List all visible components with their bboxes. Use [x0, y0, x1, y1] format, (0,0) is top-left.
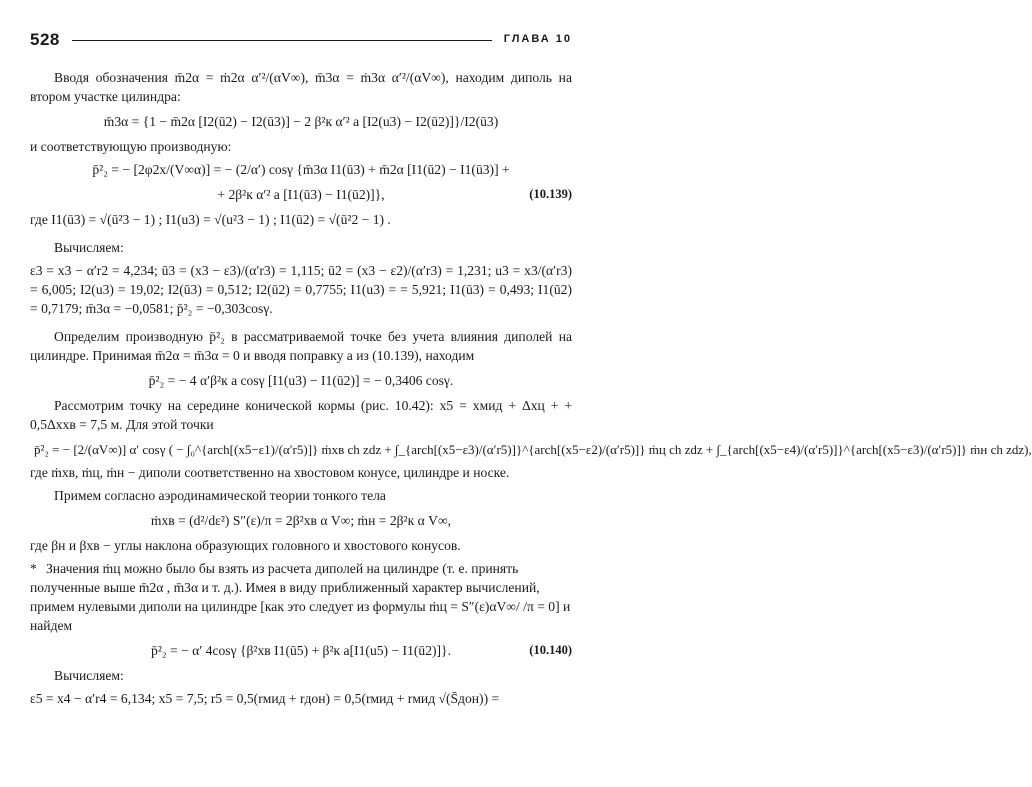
equation-text: ṁхв = (d²/dε²) S″(ε)/π = 2β²хв α V∞; ṁн = 2β²к α V∞, [150, 513, 452, 528]
header-rule [72, 40, 492, 41]
margin-mark: * [30, 561, 37, 576]
paragraph-computed-values-2: ε5 = x4 − α′r4 = 6,134; x5 = 7,5; r5 = 0,5(rмид + rдон) = 0,5(rмид + rмид √(S̄дон)) = [30, 691, 500, 706]
equation-text: p̄²₂ = − [2/(αV∞)] α′ cosγ ( − ∫₀^{arch[(x5−ε1)/(α′r5)]} ṁхв ch zdz + ∫_{arch[(x5−ε3)/(α′r5)]}^{arch[(x5−ε2)/(α′r5)]} ṁц ch zdz + ∫_{arch[(x5−ε4)/(α′r5)]}^{arch[(x5−ε3)/(α′r5)]} ṁн ch zdz), [34, 442, 1032, 457]
paragraph-cylinder-dipoles [30, 559, 572, 635]
page-number: 528 [30, 29, 60, 49]
equation-derivative-line1 [30, 160, 572, 179]
equation-text: p̄²₂ = − α′ 4cosγ {β²хв I1(ū5) + β²к a[I1(u5) − I1(ū2)]}. [151, 643, 451, 658]
equation-dipole-cones [30, 511, 572, 530]
equation-integral [34, 440, 1032, 459]
page-header [30, 26, 572, 52]
paragraph-notation: Вводя обозначения m̄2α = ṁ2α α′²/(αV∞), m̄3α = ṁ3α α′²/(αV∞), находим диполь на втором участке цилиндра: [30, 70, 572, 104]
equation-text: + 2β²к α′² a [I1(ū3) − I1(ū2)]}, [217, 187, 385, 202]
equation-number: (10.140) [529, 643, 572, 657]
equation-10-140 [30, 641, 572, 660]
equation-text: p̄²₂ = − 4 α′β²к a cosγ [I1(u3) − I1(ū2)] = − 0,3406 cosγ. [148, 373, 454, 388]
paragraph-thin-body-theory: Примем согласно аэродинамической теории тонкого тела [54, 488, 386, 503]
paragraph-derivative-without-dipoles: Определим производную p̄²₂ в рассматриваемой точке без учета влияния диполей на цилиндре. Принимая m̄2α = m̄3α = 0 и вводя поправку a из (10.139), находим [30, 329, 572, 363]
paragraph-where-functions: где I1(ū3) = √(ū²3 − 1) ; I1(u3) = √(u²3 − 1) ; I1(ū2) = √(ū²2 − 1) . [30, 212, 391, 227]
paragraph-compute-label: Вычисляем: [54, 240, 124, 255]
equation-text: p̄²₂ = − [2φ2x/(V∞α)] = − (2/α′) cosγ {m̄3α I1(ū3) + m̄2α [I1(ū2) − I1(ū3)] + [92, 162, 510, 177]
paragraph-stern-point: Рассмотрим точку на середине конической кормы (рис. 10.42): x5 = xмид + Δxц + + 0,5Δxхв = 7,5 м. Для этой точки [30, 398, 572, 432]
paragraph-cone-angles: где βн и βхв − углы наклона образующих головного и хвостового конусов. [30, 538, 461, 553]
equation-dipole-m3 [30, 112, 572, 131]
paragraph-computed-values: ε3 = x3 − α′r2 = 4,234; ū3 = (x3 − ε3)/(α′r3) = 1,115; ū2 = (x3 − ε2)/(α′r3) = 1,231; u3 = x3/(α′r3) = 6,005; I2(u3) = 19,02; I2(ū3) = 0,512; I2(ū2) = 0,7755; I1(u3) = = 5,921; I1(ū3) = 0,493; I1(ū2) = 0,7179; m̄3α = −0,0581; p̄²₂ = −0,303cosγ. [30, 263, 572, 316]
paragraph-dipoles-definition: где ṁхв, ṁц, ṁн − диполи соответственно на хвостовом конусе, цилиндре и носке. [30, 465, 510, 480]
paragraph-compute-label-2: Вычисляем: [54, 668, 124, 683]
chapter-title: ГЛАВА 10 [503, 32, 572, 45]
equation-text: m̄3α = {1 − m̄2α [I2(ū2) − I2(ū3)] − 2 β²к α′² a [I2(u3) − I2(ū2)]}/I2(ū3) [103, 114, 499, 129]
paragraph-derivative-intro: и соответствующую производную: [30, 139, 232, 154]
equation-derivative-line2 [30, 185, 572, 204]
equation-number: (10.139) [529, 187, 572, 201]
equation-derivative-value [30, 371, 572, 390]
paragraph-text: Значения ṁц можно было бы взять из расчета диполей на цилиндре (т. е. принять полученные выше m̄2α , m̄3α и т. д.). Имея в виду приближенный характер вычислений, примем нулевыми диполи на цилиндре [как это следует из формулы ṁц = S″(ε)αV∞/ /π = 0] и найдем [30, 561, 571, 633]
